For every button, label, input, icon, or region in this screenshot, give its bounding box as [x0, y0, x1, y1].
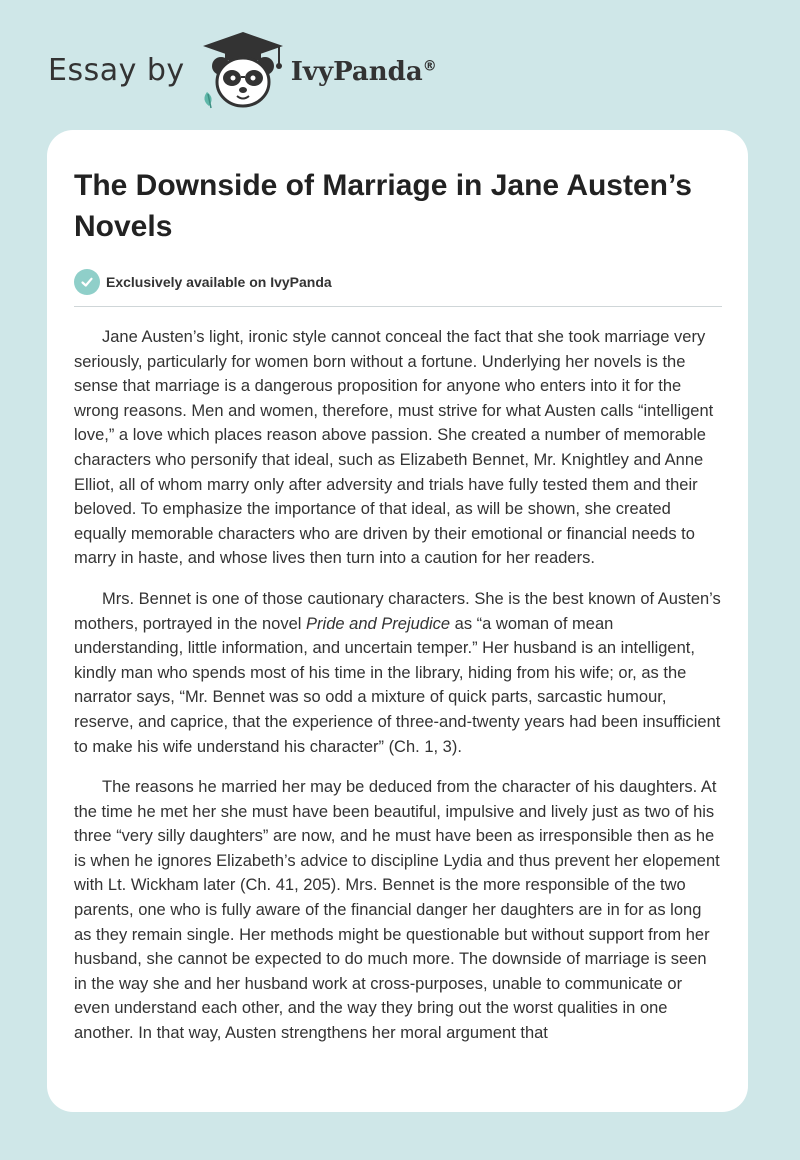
essay-body — [74, 325, 722, 1046]
registered-mark: ® — [422, 58, 437, 75]
paragraph-2 — [74, 587, 722, 759]
paragraph-3 — [74, 775, 722, 1046]
essay-content — [74, 165, 722, 1062]
essay-title: The Downside of Marriage in Jane Austen’s Novels — [74, 169, 692, 243]
essay-card — [47, 130, 748, 1112]
book-title: Pride and Prejudice — [306, 614, 451, 633]
exclusive-label: Exclusively available on IvyPanda — [106, 274, 332, 290]
paragraph-text: Jane Austen’s light, ironic style cannot conceal the fact that she took marriage very seriously, particularly for women born without a fortune. Underlying her novels is the sense that marriage is a dangerous proposition for anyone who enters into it for the wrong reasons. Men and women, therefore, must strive for what Austen calls “intelligent love,” a love which places reason above passion. She created a number of memorable characters who personify that ideal, such as Elizabeth Bennet, Mr. Knightley and Anne Elliot, all of whom marry only after adversity and trials have fully tested them and their beloved. To emphasize the importance of that ideal, as will be shown, she created equally memorable characters who are driven by their emotional or financial needs to marry in haste, and whose lives then turn into a caution for her readers. — [74, 328, 714, 568]
ivypanda-wordmark — [291, 57, 437, 87]
essay-by-label: Essay by — [48, 52, 185, 88]
brand-name: IvyPanda — [290, 57, 423, 87]
paragraph-text: as “a woman of mean understanding, little information, and uncertain temper.” Her husband is an intelligent, kindly man who spends most of his time in the library, hiding from his wife; or, as the narrator says, “Mr. Bennet was so odd a mixture of quick parts, sarcastic humour, reserve, and caprice, that the experience of three-and-twenty years had been insufficient to make his wife understand his character” (Ch. 1, 3). — [74, 614, 721, 756]
check-icon — [74, 269, 100, 295]
exclusive-badge — [74, 269, 722, 295]
divider — [74, 306, 722, 307]
paragraph-1 — [74, 325, 722, 571]
panda-logo-icon — [199, 30, 287, 110]
paragraph-text: Mrs. Bennet is one of those cautionary characters. She is the best known of Austen’s mothers, portrayed in the novel — [74, 589, 721, 633]
paragraph-text: The reasons he married her may be deduced from the character of his daughters. At the time he met her she must have been beautiful, impulsive and lively just as two of his three “very silly daughters” are now, and he must have been as irresponsible then as he is when he ignores Elizabeth’s advice to discipline Lydia and thus prevent her elopement with Lt. Wickham later (Ch. 41, 205). Mrs. Bennet is the more responsible of the two parents, one who is fully aware of the financial danger her daughters are in for as long as they remain single. Her methods might be questionable but without support from her husband, she cannot be expected to do much more. The downside of marriage is seen in the way she and her husband work at cross-purposes, unable to communicate or even understand each other, and the way they bring out the worst qualities in one another. In that way, Austen strengthens her moral argument that — [74, 778, 720, 1043]
brand-header[interactable] — [48, 30, 437, 110]
